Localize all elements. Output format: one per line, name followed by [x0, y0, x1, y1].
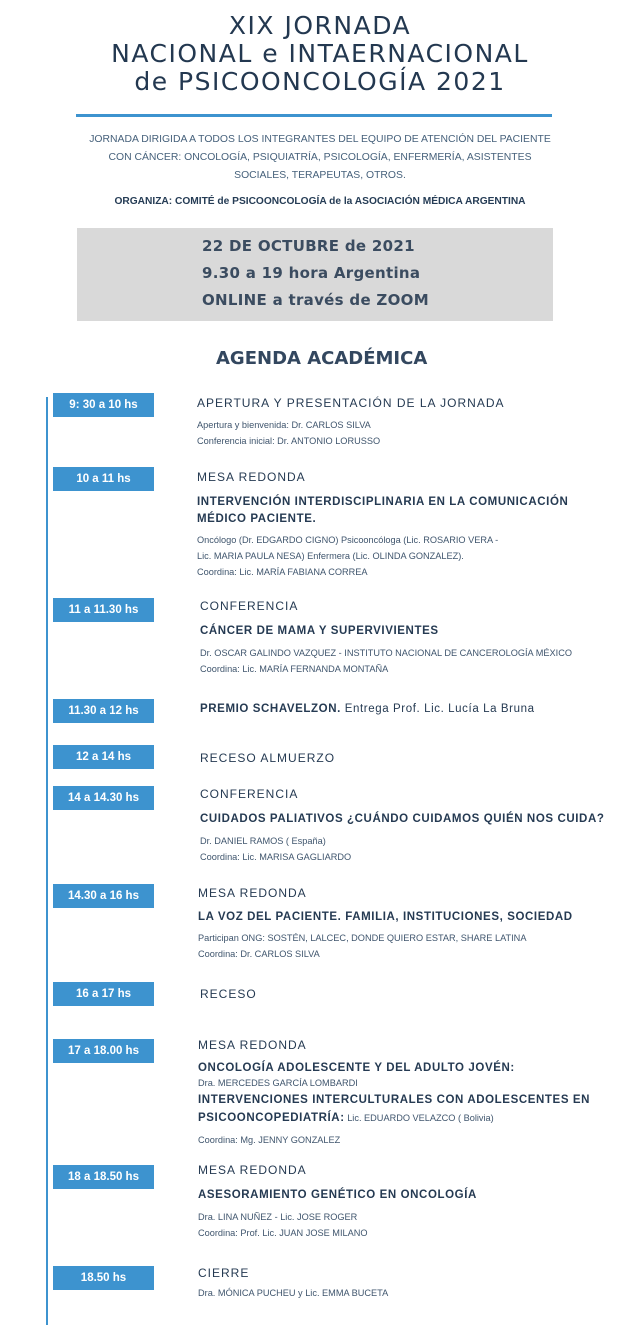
session-topic: MÉDICO PACIENTE.	[197, 513, 317, 525]
session-topic	[198, 1110, 494, 1127]
time-badge: 9: 30 a 10 hs	[53, 393, 154, 417]
session-detail: Coordina: Prof. Lic. JUAN JOSE MILANO	[198, 1228, 368, 1238]
time-badge: 14 a 14.30 hs	[53, 786, 154, 810]
session-type: MESA REDONDA	[197, 470, 306, 484]
session-topic: ASESORAMIENTO GENÉTICO EN ONCOLOGÍA	[198, 1189, 477, 1201]
session-detail: Dra. LINA NUÑEZ - Lic. JOSE ROGER	[198, 1212, 358, 1222]
session-topic-end: PSICOONCOPEDIATRÍA:	[198, 1112, 345, 1124]
session-type	[200, 701, 535, 718]
session-detail: Oncólogo (Dr. EDGARDO CIGNO) Psicooncóloga (Lic. ROSARIO VERA -	[197, 535, 499, 545]
audience-text	[60, 131, 580, 185]
time-badge: 16 a 17 hs	[53, 982, 154, 1006]
event-date: 22 DE OCTUBRE de 2021	[202, 237, 415, 255]
event-time: 9.30 a 19 hora Argentina	[202, 264, 421, 282]
audience-line-1: JORNADA DIRIGIDA A TODOS LOS INTEGRANTES DEL EQUIPO DE ATENCIÓN DEL PACIENTE	[89, 134, 551, 145]
session-topic: INTERVENCIONES INTERCULTURALES CON ADOLESCENTES EN	[198, 1094, 591, 1106]
audience-line-3: SOCIALES, TERAPEUTAS, OTROS.	[234, 170, 406, 181]
session-detail: Lic. MARIA PAULA NESA) Enfermera (Lic. OLINDA GONZALEZ).	[197, 551, 464, 561]
time-badge: 14.30 a 16 hs	[53, 884, 154, 908]
session-detail: Conferencia inicial: Dr. ANTONIO LORUSSO	[197, 436, 381, 446]
session-type: MESA REDONDA	[198, 886, 307, 900]
session-detail: Apertura y bienvenida: Dr. CARLOS SILVA	[197, 420, 371, 430]
session-type: APERTURA Y PRESENTACIÓN DE LA JORNADA	[197, 396, 505, 410]
time-badge: 11.30 a 12 hs	[53, 699, 154, 723]
session-type: CIERRE	[198, 1266, 250, 1280]
time-badge: 18 a 18.50 hs	[53, 1165, 154, 1189]
session-type: RECESO ALMUERZO	[200, 751, 336, 765]
time-badge: 12 a 14 hs	[53, 745, 154, 769]
title-line-1: XIX JORNADA	[228, 11, 412, 40]
event-title	[0, 12, 640, 96]
title-line-3: de PSICOONCOLOGÍA 2021	[134, 67, 506, 96]
session-detail: Dr. OSCAR GALINDO VAZQUEZ - INSTITUTO NACIONAL DE CANCEROLOGÍA MÉXICO	[200, 648, 572, 658]
session-detail: Coordina: Lic. MARÍA FERNANDA MONTAÑA	[200, 664, 389, 674]
session-detail: Coordina: Lic. MARISA GAGLIARDO	[200, 852, 352, 862]
session-speaker: Dra. MERCEDES GARCÍA LOMBARDI	[198, 1078, 358, 1088]
session-type: CONFERENCIA	[200, 599, 299, 613]
award-presenter: Entrega Prof. Lic. Lucía La Bruna	[340, 703, 535, 715]
session-type: MESA REDONDA	[198, 1163, 307, 1177]
session-detail: Participan ONG: SOSTÉN, LALCEC, DONDE QUIERO ESTAR, SHARE LATINA	[198, 933, 527, 943]
event-info-box	[77, 228, 553, 321]
time-badge: 10 a 11 hs	[53, 467, 154, 491]
audience-line-2: CON CÁNCER: ONCOLOGÍA, PSIQUIATRÍA, PSICOLOGÍA, ENFERMERÍA, ASISTENTES	[108, 152, 532, 163]
time-badge: 18.50 hs	[53, 1266, 154, 1290]
session-detail: Coordina: Lic. MARÍA FABIANA CORREA	[197, 567, 368, 577]
timeline-line	[46, 397, 48, 1325]
session-type: RECESO	[200, 987, 257, 1001]
time-badge: 11 a 11.30 hs	[53, 598, 154, 622]
session-topic: ONCOLOGÍA ADOLESCENTE Y DEL ADULTO JOVÉN:	[198, 1062, 515, 1074]
session-speaker: Lic. EDUARDO VELAZCO ( Bolivia)	[344, 1113, 494, 1123]
time-badge: 17 a 18.00 hs	[53, 1039, 154, 1063]
title-divider	[76, 114, 552, 117]
session-type: CONFERENCIA	[200, 787, 299, 801]
session-topic: CÁNCER DE MAMA Y SUPERVIVIENTES	[200, 625, 439, 637]
award-name: PREMIO SCHAVELZON.	[200, 703, 341, 715]
event-place: ONLINE a través de ZOOM	[202, 291, 429, 309]
session-topic: LA VOZ DEL PACIENTE. FAMILIA, INSTITUCIONES, SOCIEDAD	[198, 911, 573, 923]
organizer: ORGANIZA: COMITÉ de PSICOONCOLOGÍA de la ASOCIACIÓN MÉDICA ARGENTINA	[114, 196, 526, 207]
session-detail: Dra. MÓNICA PUCHEU y Lic. EMMA BUCETA	[198, 1288, 389, 1298]
agenda-heading: AGENDA ACADÉMICA	[216, 348, 428, 369]
session-detail: Dr. DANIEL RAMOS ( España)	[200, 836, 326, 846]
session-topic: INTERVENCIÓN INTERDISCIPLINARIA EN LA COMUNICACIÓN	[197, 496, 569, 508]
session-detail: Coordina: Dr. CARLOS SILVA	[198, 949, 320, 959]
session-detail: Coordina: Mg. JENNY GONZALEZ	[198, 1135, 341, 1145]
session-topic: CUIDADOS PALIATIVOS ¿CUÁNDO CUIDAMOS QUIÉN NOS CUIDA?	[200, 813, 605, 825]
session-type: MESA REDONDA	[198, 1038, 307, 1052]
title-line-2: NACIONAL e INTAERNACIONAL	[111, 39, 529, 68]
